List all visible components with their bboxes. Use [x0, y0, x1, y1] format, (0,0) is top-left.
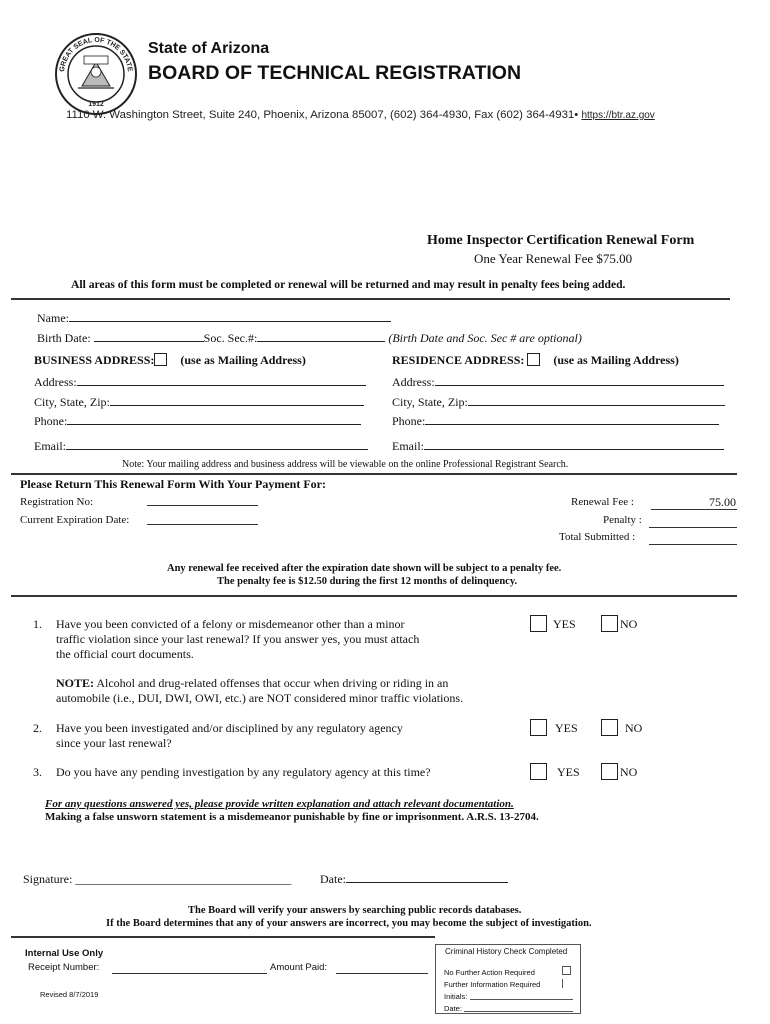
- board-name: BOARD OF TECHNICAL REGISTRATION: [148, 62, 522, 84]
- state-seal: [54, 32, 138, 116]
- verify-line2: If the Board determines that any of your answers are incorrect, you may become the subject of investigation.: [106, 918, 592, 929]
- residence-heading: RESIDENCE ADDRESS:: [392, 353, 525, 367]
- business-phone-row: [34, 414, 361, 429]
- note-text: Alcohol and drug-related offenses that occur when driving or riding in an: [94, 676, 449, 690]
- residence-address-label: Address:: [392, 375, 435, 389]
- initials-label: Initials:: [444, 992, 468, 1001]
- initials-field: [470, 999, 573, 1000]
- business-city-label: City, State, Zip:: [34, 395, 110, 409]
- residence-city-label: City, State, Zip:: [392, 395, 468, 409]
- q3-yes-checkbox[interactable]: [530, 763, 547, 780]
- birth-row: [37, 331, 582, 346]
- business-heading: BUSINESS ADDRESS:: [34, 353, 155, 367]
- verify-line1: The Board will verify your answers by searching public records databases.: [188, 905, 522, 916]
- mailing-note: Note: Your mailing address and business address will be viewable on the online Professional Registrant Search.: [122, 459, 569, 470]
- criminal-date-field: [464, 1011, 573, 1012]
- board-address: 1110 W. Washington Street, Suite 240, Phoenix, Arizona 85007, (602) 364-4930, Fax (602) 364-4931: [66, 109, 575, 121]
- business-phone-field[interactable]: [67, 414, 361, 425]
- state-name: State of Arizona: [148, 40, 270, 57]
- divider: [11, 936, 435, 938]
- form-title: Home Inspector Certification Renewal Form: [427, 233, 695, 248]
- business-city-row: [34, 395, 364, 410]
- residence-email-label: Email:: [392, 439, 424, 453]
- birth-date-field[interactable]: [94, 331, 204, 342]
- residence-heading-row: [392, 353, 679, 368]
- fee-line: One Year Renewal Fee $75.00: [474, 251, 633, 266]
- residence-address-row: [392, 375, 724, 390]
- instruction: All areas of this form must be completed or renewal will be returned and may result in penalty fees being added.: [71, 278, 626, 291]
- name-row: [37, 311, 391, 326]
- internal-heading: Internal Use Only: [25, 948, 104, 959]
- business-mailing-label: (use as Mailing Address): [180, 353, 306, 367]
- business-address-label: Address:: [34, 375, 77, 389]
- return-heading: Please Return This Renewal Form With Your Payment For:: [20, 477, 326, 491]
- penalty-field[interactable]: [649, 527, 737, 528]
- q2-number: 2.: [33, 721, 42, 735]
- note-line1: [56, 676, 448, 691]
- q2-yes-label: YES: [555, 721, 578, 735]
- no-action-label: No Further Action Required: [444, 968, 535, 977]
- note-label: NOTE:: [56, 676, 95, 690]
- divider: [11, 473, 737, 475]
- q1-text-line2: traffic violation since your last renewal? If you answer yes, you must attach: [56, 632, 420, 646]
- receipt-field: [112, 973, 267, 974]
- penalty-notice-line2: The penalty fee is $12.50 during the first 12 months of delinquency.: [217, 576, 518, 587]
- signature-field[interactable]: Signature: ____________________________________: [23, 872, 292, 886]
- total-field[interactable]: [649, 544, 737, 545]
- renewal-fee-label: Renewal Fee :: [571, 496, 634, 508]
- business-city-field[interactable]: [110, 395, 364, 406]
- criminal-heading: Criminal History Check Completed: [445, 947, 568, 956]
- false-statement-warning: Making a false unsworn statement is a misdemeanor punishable by fine or imprisonment. A.R.S. 13-2704.: [45, 811, 539, 823]
- ssn-field[interactable]: [257, 331, 385, 342]
- q1-yes-label: YES: [553, 617, 576, 631]
- optional-note: (Birth Date and Soc. Sec # are optional): [388, 331, 582, 345]
- registration-label: Registration No:: [20, 496, 94, 508]
- residence-email-row: [392, 439, 724, 454]
- date-row: [320, 872, 508, 887]
- business-email-row: [34, 439, 368, 454]
- residence-mailing-label: (use as Mailing Address): [553, 353, 679, 367]
- business-mailing-checkbox[interactable]: [154, 353, 167, 366]
- q3-no-label: NO: [620, 765, 638, 779]
- q1-yes-checkbox[interactable]: [530, 615, 547, 632]
- q3-number: 3.: [33, 765, 42, 779]
- ssn-label: Soc. Sec.#:: [203, 331, 258, 345]
- residence-phone-field[interactable]: [425, 414, 719, 425]
- q1-number: 1.: [33, 617, 42, 631]
- q1-no-checkbox[interactable]: [601, 615, 618, 632]
- amount-label: Amount Paid:: [270, 962, 328, 973]
- business-email-field[interactable]: [66, 439, 368, 450]
- name-label: Name:: [37, 311, 69, 325]
- business-heading-row: [34, 353, 306, 368]
- q2-no-checkbox[interactable]: [601, 719, 618, 736]
- expiration-label: Current Expiration Date:: [20, 514, 130, 526]
- amount-field: [336, 973, 428, 974]
- q2-text-line1: Have you been investigated and/or disciplined by any regulatory agency: [56, 721, 403, 735]
- q1-text-line1: Have you been convicted of a felony or misdemeanor other than a minor: [56, 617, 405, 631]
- residence-address-field[interactable]: [435, 375, 724, 386]
- revised-date: Revised 8/7/2019: [40, 990, 99, 999]
- q1-no-label: NO: [620, 617, 638, 631]
- penalty-label: Penalty :: [603, 514, 642, 526]
- q3-text-line1: Do you have any pending investigation by any regulatory agency at this time?: [56, 765, 431, 779]
- total-label: Total Submitted :: [559, 531, 636, 543]
- signature-date-label: Date:: [320, 872, 346, 886]
- business-address-field[interactable]: [77, 375, 366, 386]
- penalty-notice-line1: Any renewal fee received after the expiration date shown will be subject to a penalty fee.: [167, 563, 562, 574]
- further-info-checkbox: [562, 979, 563, 988]
- residence-city-field[interactable]: [468, 395, 725, 406]
- renewal-fee-value: 75.00: [709, 495, 736, 509]
- registration-field[interactable]: [147, 505, 258, 506]
- board-contact: [66, 109, 655, 121]
- criminal-date-label: Date:: [444, 1004, 462, 1013]
- explanation-warning: For any questions answered yes, please provide written explanation and attach relevant documentation.: [45, 798, 514, 810]
- no-action-checkbox: [562, 966, 571, 975]
- svg-text:GREAT SEAL OF THE STATE OF ARI: GREAT SEAL OF THE STATE: [59, 36, 133, 73]
- q2-no-label: NO: [625, 721, 643, 735]
- residence-phone-label: Phone:: [392, 414, 426, 428]
- divider: [11, 595, 737, 597]
- receipt-label: Receipt Number:: [28, 962, 100, 973]
- q3-no-checkbox[interactable]: [601, 763, 618, 780]
- q2-yes-checkbox[interactable]: [530, 719, 547, 736]
- name-field[interactable]: [69, 311, 391, 322]
- svg-text:1912: 1912: [88, 101, 104, 108]
- residence-phone-row: [392, 414, 719, 429]
- business-email-label: Email:: [34, 439, 66, 453]
- q2-text-line2: since your last renewal?: [56, 736, 172, 750]
- business-phone-label: Phone:: [34, 414, 68, 428]
- note-line2: automobile (i.e., DUI, DWI, OWI, etc.) are NOT considered minor traffic violations.: [56, 691, 464, 705]
- q3-yes-label: YES: [557, 765, 580, 779]
- birth-label: Birth Date:: [37, 331, 91, 345]
- board-url-link[interactable]: https://btr.az.gov: [581, 110, 655, 121]
- renewal-fee-field: [651, 509, 737, 510]
- divider: [11, 298, 730, 300]
- residence-mailing-checkbox[interactable]: [527, 353, 540, 366]
- further-info-label: Further Information Required: [444, 980, 541, 989]
- q1-text-line3: the official court documents.: [56, 647, 194, 661]
- expiration-field[interactable]: [147, 524, 258, 525]
- signature-date-field[interactable]: [346, 872, 508, 883]
- business-address-row: [34, 375, 366, 390]
- bullet: •: [574, 109, 579, 121]
- residence-city-row: [392, 395, 725, 410]
- residence-email-field[interactable]: [424, 439, 724, 450]
